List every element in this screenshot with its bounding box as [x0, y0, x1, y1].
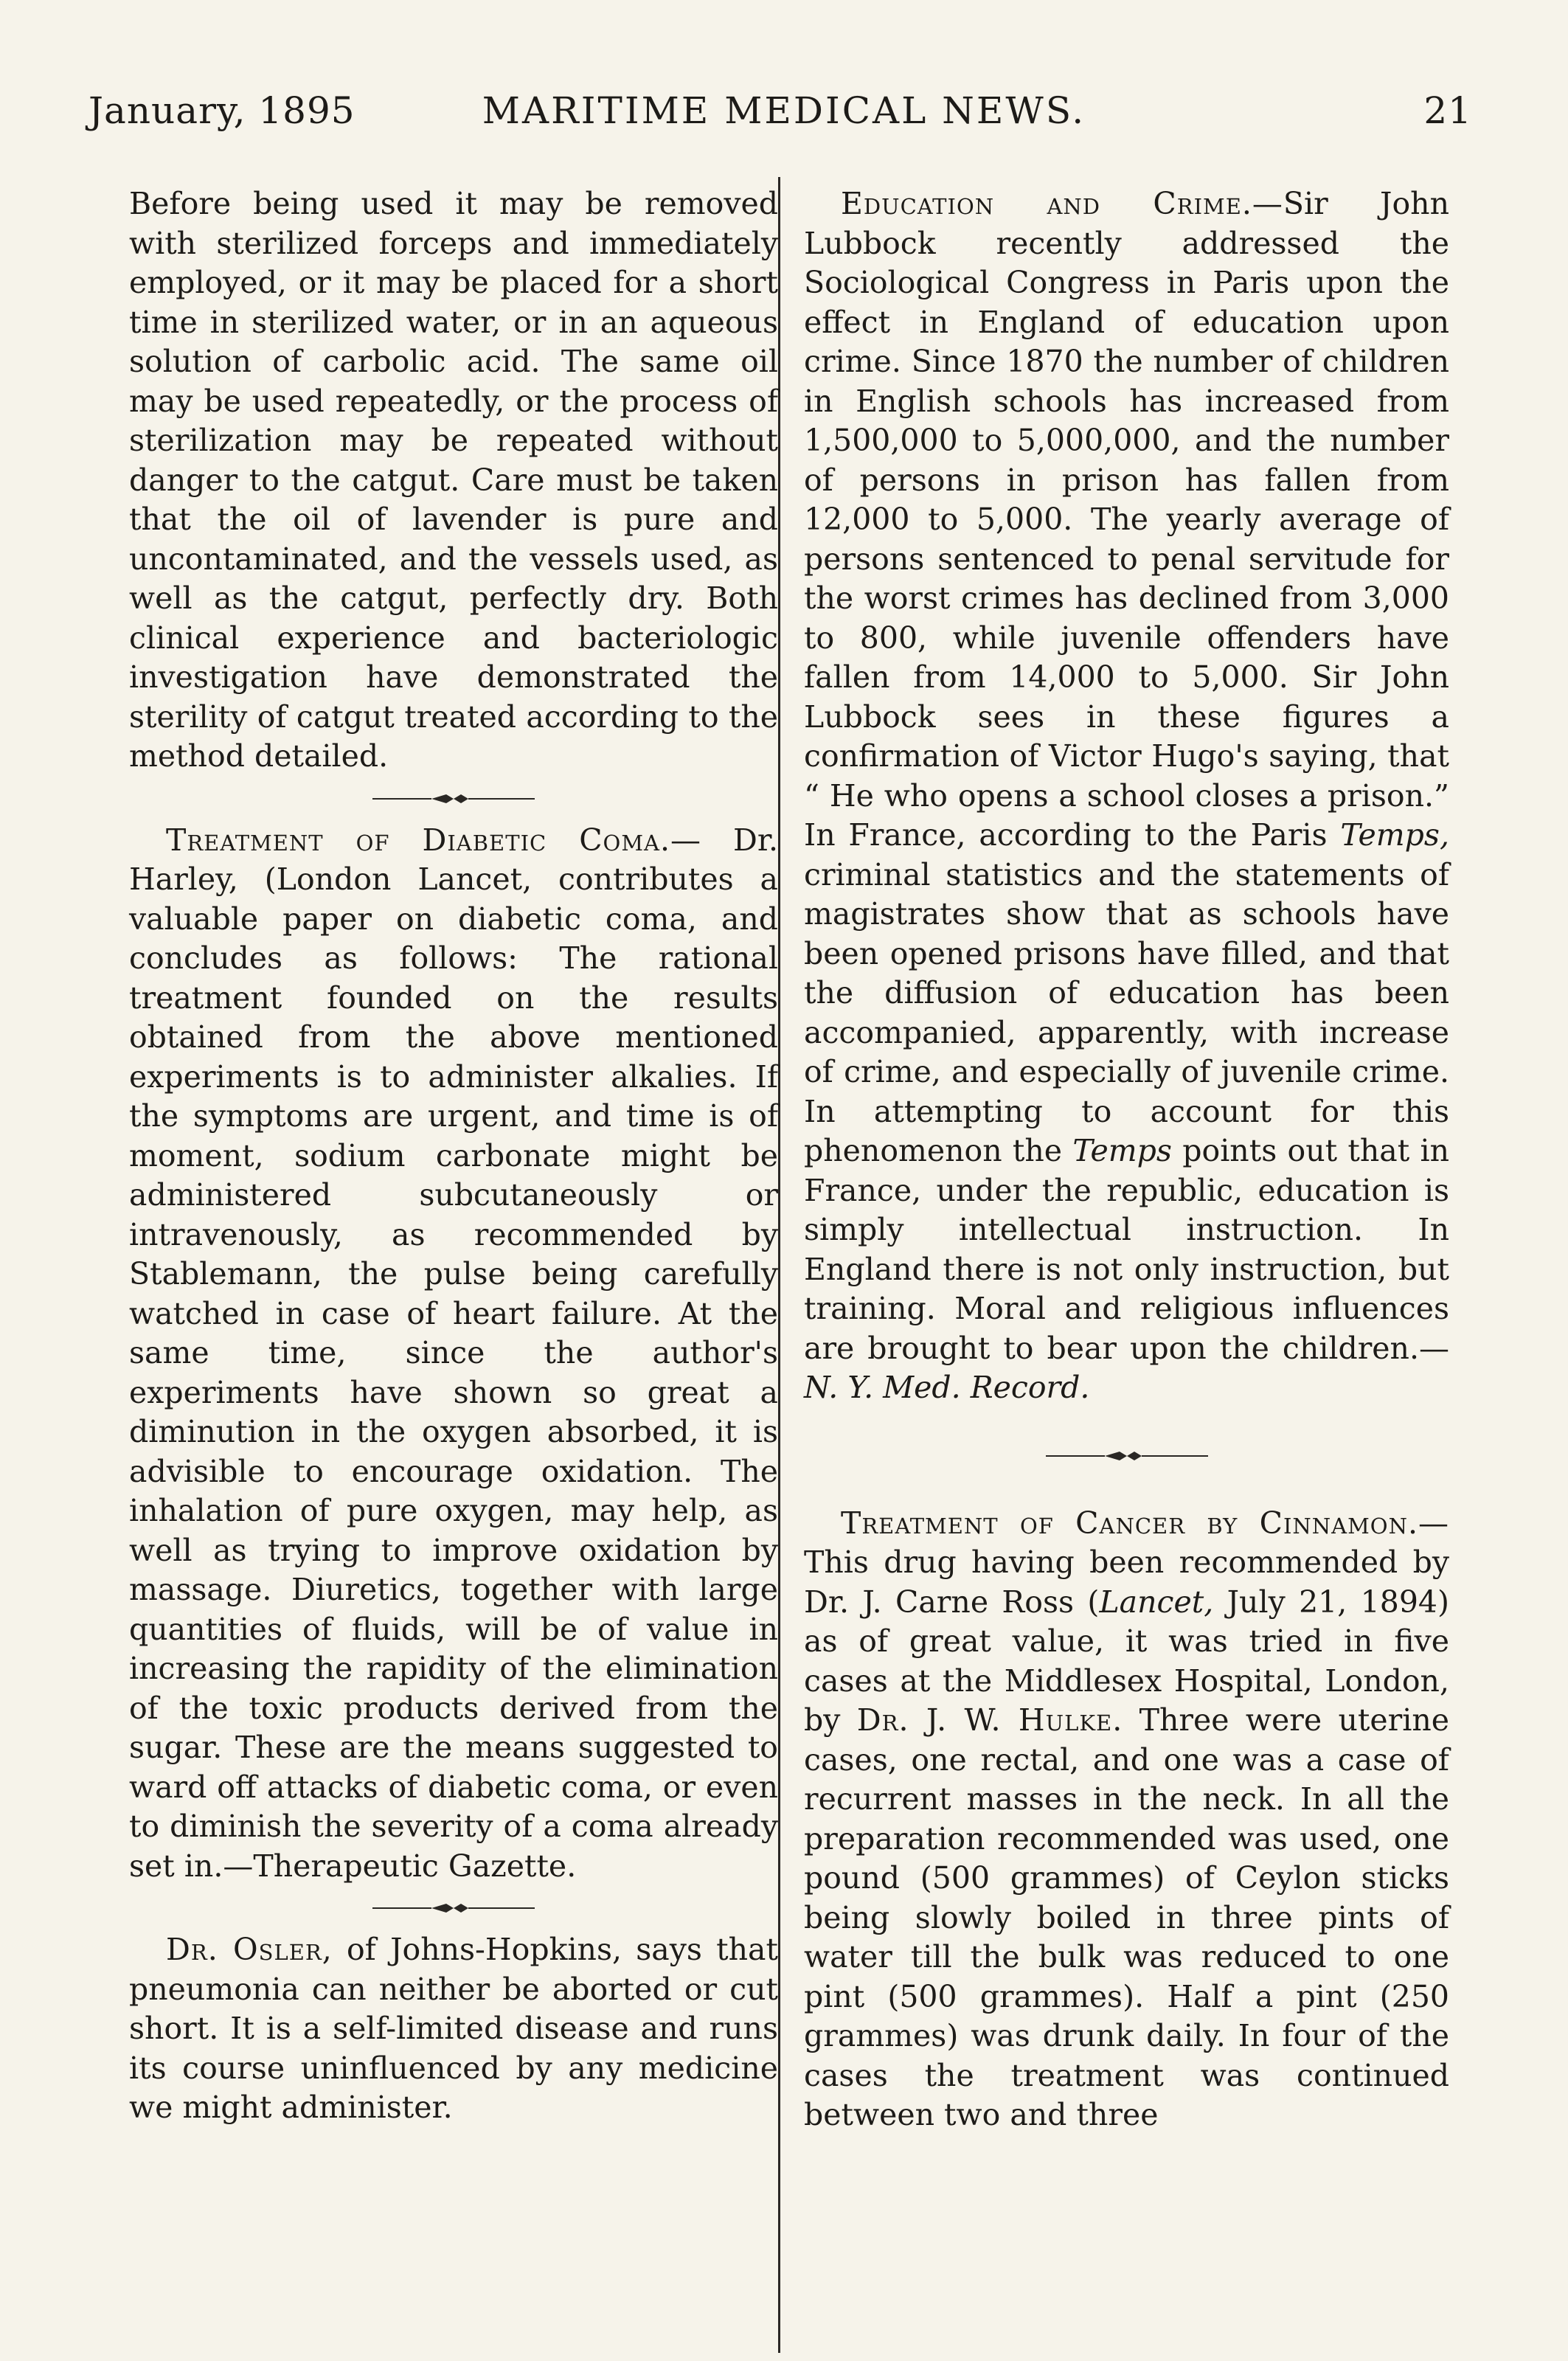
education-crime-body-1: Sir John Lubbock recently addressed the Sociological Congress in Paris upon the effect in England of education upon crime. Since 1870 the number of children in English schools has increased from 1,500,000 to 5,000,000, and the number of persons in prison has fallen from 12,000 to 5,000. The yearly average of persons sentenced to penal servitude for the worst crimes has declined from 3,000 to 800, while juvenile offenders have fallen from 14,000 to 5,000. Sir John Lubbock sees in these figures a confirmation of Victor Hugo's saying, that “ He who opens a school closes a prison.” In France, according to the Paris [804, 186, 1449, 853]
catgut-article-continuation: Before being used it may be removed with sterilized forceps and immediately employed, or it may be placed for a short time in sterilized water, or in an aqueous solution of carbolic acid. The same oil may be used repeatedly, or the process of sterilization may be repeated without danger to the catgut. Care must be taken that the oil of lavender is pure and uncontaminated, and the vessels used, as well as the catgut, perfectly dry. Both clinical experience and bacteriologic investigation have demonstrated the sterility of catgut treated according to the method detailed. [129, 186, 778, 774]
cancer-cinnamon-body-1: This drug having been recommended by Dr. J. Carne Ross ( [804, 1544, 1449, 1620]
cancer-cinnamon-body-2: July 21, 1894) as of great value, it was tried in five cases at the Middlesex Hospital, London, by [804, 1584, 1449, 1738]
diabetic-coma-body: Dr. Harley, (London Lancet, contributes a valuable paper on diabetic coma, and concludes as follows: The rational treatment founded on the results obtained from the above mentioned experiments is to administer alkalies. If the symptoms are urgent, and time is of moment, sodium carbonate might be administered subcutaneously or intravenously, as recommended by Stablemann, the pulse being carefully watched in case of heart failure. At the same time, since the author's experiments have shown so great a diminution in the oxygen absorbed, it is advisible to encourage oxidation. The inhalation of pure oxygen, may help, as well as trying to improve oxidation by massage. Diuretics, together with large quantities of fluids, will be of value in increasing the rapidity of the elimination of the toxic products derived from the sugar. These are the means suggested to ward off attacks of diabetic coma, or even to diminish the severity of a coma already set in.—Therapeutic Gazette. [129, 822, 778, 1884]
section-separator-ornament [129, 777, 778, 821]
page-number: 21 [1423, 89, 1472, 132]
temps-citation-1: Temps, [1340, 817, 1449, 853]
education-crime-body-2: criminal statistics and the statements of magistrates show that as schools have been opened prisons have filled, and that the diffusion of education has been accompanied, apparently, with increase of crime, and especially of juvenile crime. In attempting to account for this phenomenon the [804, 856, 1449, 1168]
diabetic-coma-heading: Treatment of Diabetic Coma.— [166, 822, 702, 858]
column-divider [778, 177, 780, 2353]
left-column [129, 184, 778, 2128]
education-crime-heading: Education and Crime.— [841, 186, 1283, 221]
temps-citation-2: Temps [1072, 1133, 1172, 1168]
osler-article [129, 1930, 778, 2128]
education-crime-article [804, 184, 1449, 1408]
diabetic-coma-article [129, 821, 778, 1887]
right-column [804, 184, 1449, 2135]
lancet-citation: Lancet, [1099, 1584, 1214, 1620]
cancer-cinnamon-body-3: Three were uterine cases, one rectal, and one was a case of recurrent masses in the neck. In all the preparation recommended was used, one pound (500 grammes) of Ceylon sticks being slowly boiled in three pints of water till the bulk was reduced to one pint (500 grammes). Half a pint (250 grammes) was drunk daily. In four of the cases the treatment was continued between two and three [804, 1702, 1449, 2132]
education-crime-body-3: points out that in France, under the republic, education is simply intellectual instruction. In England there is not only instruction, but training. Moral and religious influences are brought to bear upon the children.— [804, 1133, 1449, 1366]
journal-title: MARITIME MEDICAL NEWS. [482, 89, 1086, 132]
issue-date: January, 1895 [89, 89, 355, 132]
page-header [44, 81, 1524, 140]
doctor-name: Dr. J. W. Hulke. [856, 1702, 1123, 1738]
osler-name: Dr. Osler, [166, 1932, 333, 1967]
education-crime-source: N. Y. Med. Record. [804, 1370, 1090, 1405]
section-separator-ornament [129, 1886, 778, 1930]
cancer-cinnamon-article [804, 1504, 1449, 2135]
section-separator-ornament [804, 1434, 1449, 1478]
osler-body: of Johns-Hopkins, says that pneumonia can neither be aborted or cut short. It is a self-limited disease and runs its course uninfluenced by any medicine we might administer. [129, 1932, 778, 2125]
cancer-cinnamon-heading: Treatment of Cancer by Cinnamon.— [841, 1505, 1449, 1541]
